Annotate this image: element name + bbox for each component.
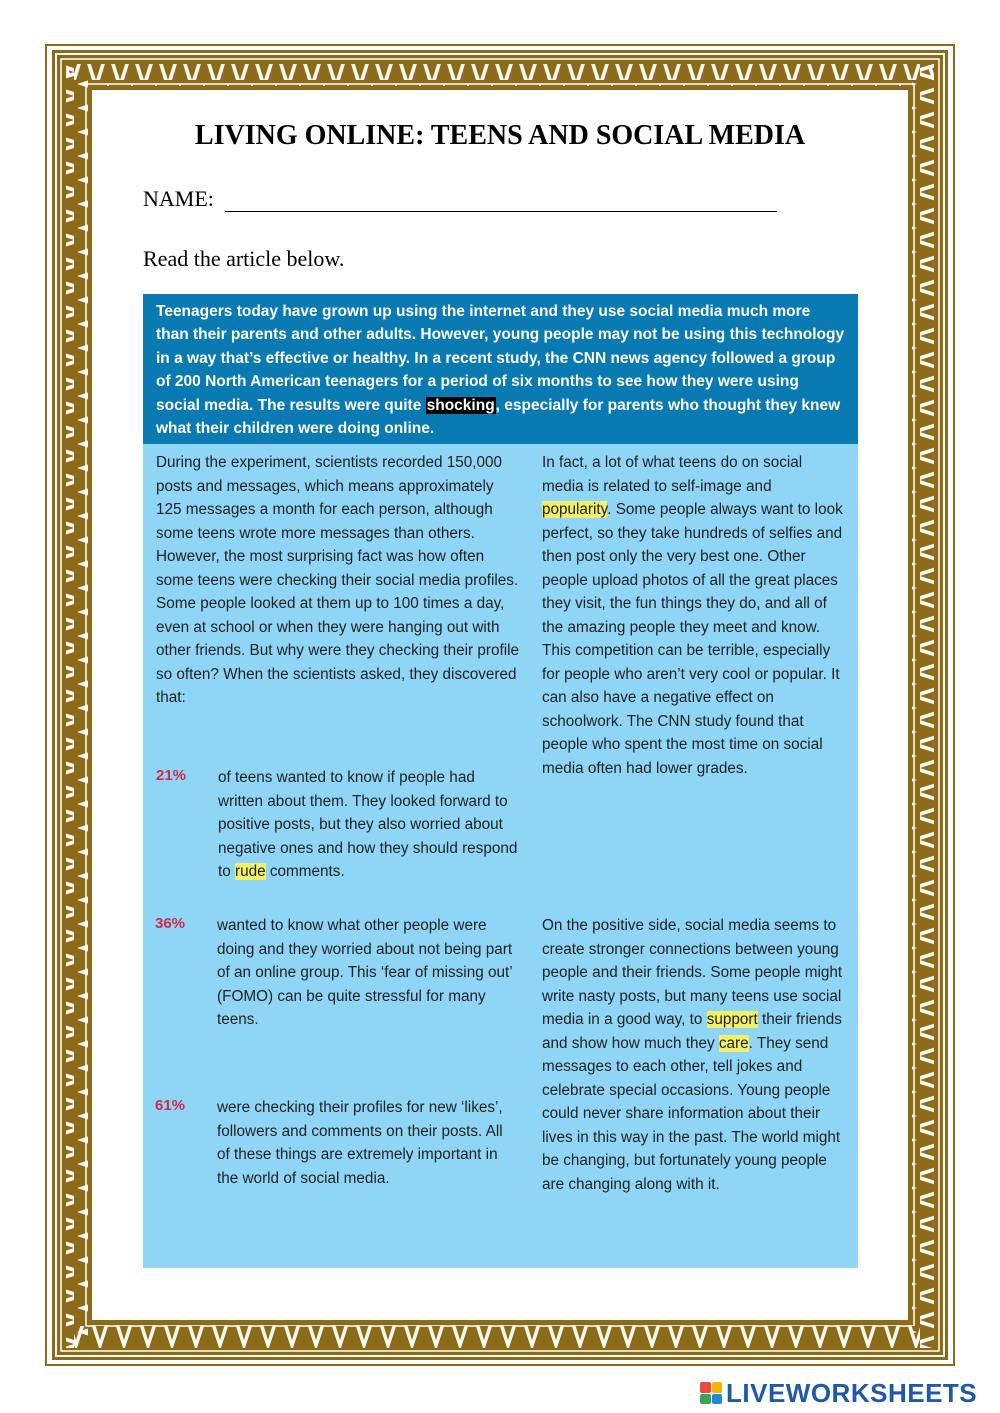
highlight-shocking[interactable]: shocking	[426, 396, 495, 414]
highlight-rude[interactable]: rude	[235, 863, 266, 880]
stat-text-36: wanted to know what other people were doing and they worried about not being part of an online group. This ‘fear of missing out’ (FOMO) can be quite stressful for many teens.	[217, 917, 513, 1028]
right-column-paragraph-2	[542, 914, 848, 1196]
name-label: NAME:	[143, 186, 214, 211]
brand-name: LIVEWORKSHEETS	[726, 1377, 978, 1408]
stat-percent-21: 21%	[156, 767, 187, 784]
left-paragraph-text: During the experiment, scientists recorded 150,000 posts and messages, which means approximately 125 messages a month for each person, although some teens wrote more messages than others. However, the most surprising fact was how often some teens were checking their social media profiles. Some people looked at them up to 100 times a day, even at school or when they were hanging out with other friends. But why were they checking their profile so often? When the scientists asked, they discovered that:	[156, 454, 520, 706]
stat-21-text-end: comments.	[265, 863, 345, 880]
left-column-paragraph	[156, 451, 521, 710]
right-p2-text-middle: their friends and show how much they	[542, 1011, 842, 1052]
highlight-popularity[interactable]: popularity	[542, 501, 608, 518]
right-p1-text-end: . Some people always want to look perfect, so they take hundreds of selfies and then post only the very best one. Other people upload photos of all the great places they visit, the fun things they do, and all of the amazing people they meet and know. This competition can be terrible, especially for people who aren’t very cool or popular. It can also have a negative effect on schoolwork. The CNN study found that people who spent the most time on social media often had lower grades.	[542, 501, 843, 777]
intro-text-end: , especially for parents who thought they knew what their children were doing online.	[156, 396, 841, 438]
liveworksheets-brand[interactable]	[700, 1376, 977, 1410]
right-column-paragraph-1	[542, 451, 845, 780]
stat-percent-36: 36%	[155, 915, 186, 932]
intro-paragraph	[143, 294, 858, 444]
stat-21-text: of teens wanted to know if people had written about them. They looked forward to positive posts, but they also worried about negative ones and how they should respond to	[218, 769, 518, 880]
right-p2-text: On the positive side, social media seems to create stronger connections between young people and their friends. Some people might write nasty posts, but many teens use social media in a good way, to	[542, 917, 843, 1028]
name-answer-line[interactable]	[225, 211, 777, 212]
worksheet-title: LIVING ONLINE: TEENS AND SOCIAL MEDIA	[194, 120, 806, 151]
intro-text: Teenagers today have grown up using the internet and they use social media much more than their parents and other adults. However, young people may not be using this technology in a way that’s effective or healthy. In a recent study, the CNN news agency followed a group of 200 North American teenagers for a period of six months to see how they were using social media. The results were quite	[156, 303, 845, 414]
instruction-text: Read the article below.	[143, 246, 345, 271]
highlight-care[interactable]: care	[718, 1034, 749, 1052]
right-p2-text-end: . They send messages to each other, tell jokes and celebrate special occasions. Young people could never share information about their lives in this way in the past. The world might be changing, but fortunately young people are changing along with it.	[542, 1034, 841, 1193]
stat-percent-61: 61%	[155, 1097, 186, 1114]
liveworksheets-logo-icon	[700, 1382, 722, 1404]
stat-text-21	[218, 766, 518, 884]
highlight-support[interactable]: support	[706, 1011, 758, 1028]
stat-text-61: were checking their profiles for new ‘likes’, followers and comments on their posts. All of these things are extremely important in the world of social media.	[217, 1099, 503, 1187]
right-p1-text: In fact, a lot of what teens do on social media is related to self-image and	[542, 454, 803, 495]
